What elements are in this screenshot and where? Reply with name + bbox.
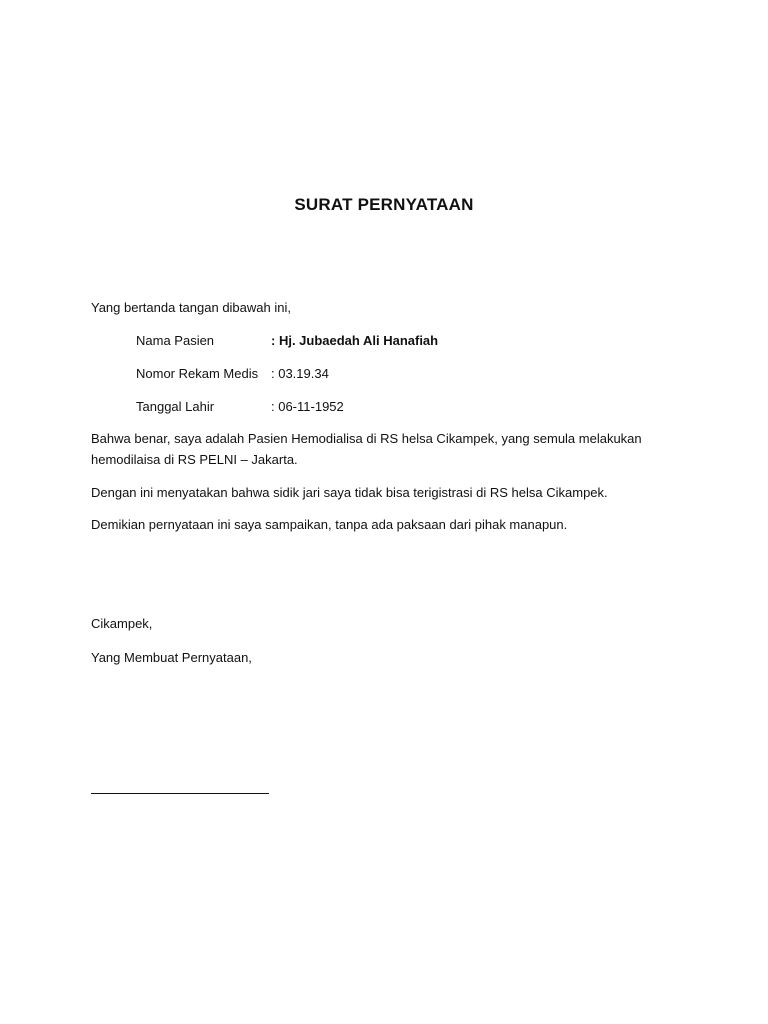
statement-paragraph-line-2: hemodilaisa di RS PELNI – Jakarta. bbox=[91, 452, 298, 467]
field-label-record-number: Nomor Rekam Medis bbox=[136, 366, 259, 381]
signature-line bbox=[91, 793, 269, 794]
fingerprint-statement: Dengan ini menyatakan bahwa sidik jari saya tidak bisa terigistrasi di RS helsa Cikampek. bbox=[91, 485, 608, 500]
field-value-patient-name: : Hj. Jubaedah Ali Hanafiah bbox=[271, 333, 439, 348]
field-label-birth-date: Tanggal Lahir bbox=[136, 399, 215, 414]
place-text: Cikampek, bbox=[91, 616, 153, 631]
field-label-patient-name: Nama Pasien bbox=[136, 333, 215, 348]
signatory-label: Yang Membuat Pernyataan, bbox=[91, 650, 252, 665]
field-value-record-number: : 03.19.34 bbox=[271, 366, 329, 381]
intro-text: Yang bertanda tangan dibawah ini, bbox=[91, 300, 291, 315]
document-title: SURAT PERNYATAAN bbox=[294, 195, 474, 214]
closing-statement: Demikian pernyataan ini saya sampaikan, tanpa ada paksaan dari pihak manapun. bbox=[91, 517, 568, 532]
statement-paragraph-line-1: Bahwa benar, saya adalah Pasien Hemodialisa di RS helsa Cikampek, yang semula melakukan bbox=[91, 431, 642, 446]
field-value-birth-date: : 06-11-1952 bbox=[271, 399, 344, 414]
